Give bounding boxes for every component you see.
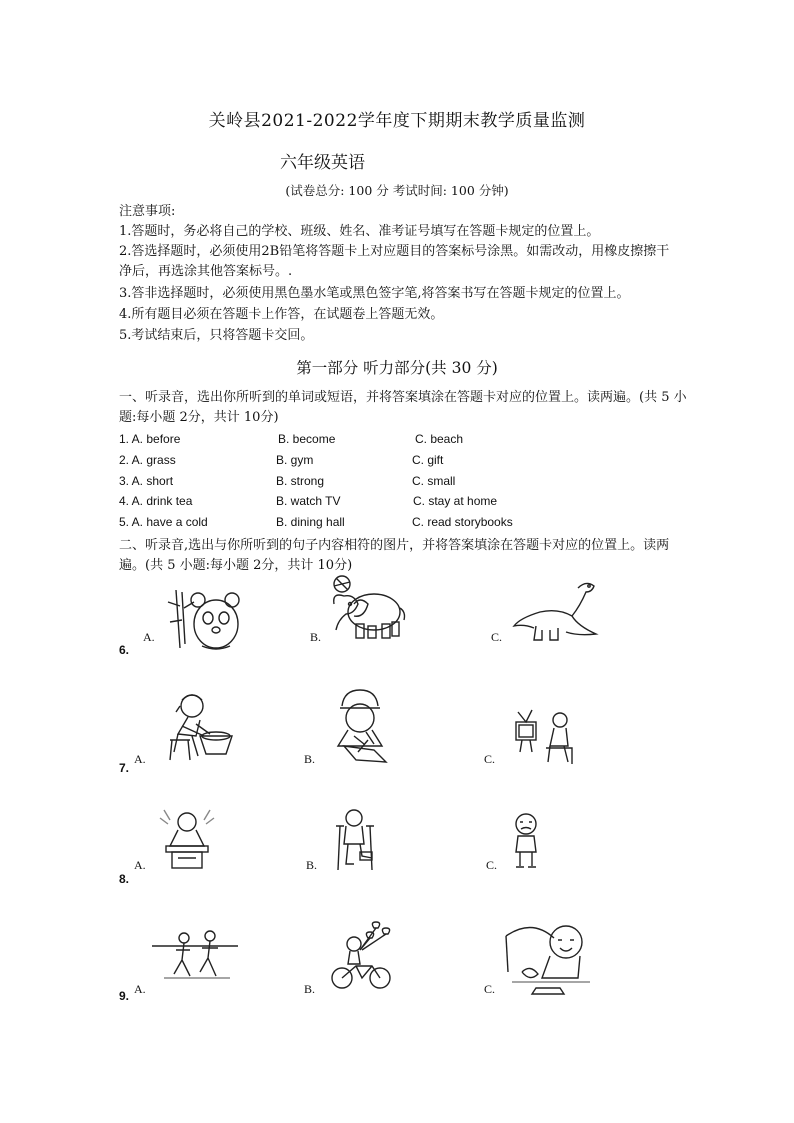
exam-subtitle: 六年级英语 [280, 153, 365, 173]
people-hiking-icon[interactable] [150, 926, 240, 986]
dinosaur-icon[interactable] [506, 576, 602, 642]
section2-instruction: 二、听录音,选出与你所听到的句子内容相符的图片，并将答案填涂在答题卡对应的位置上。读两遍。(共 5 小题:每小题 2分，共计 10分) [119, 538, 670, 573]
note-item: 2.答选择题时，必须使用2B铅笔将答题卡上对应题目的答案标号涂黑。如需改动，用橡皮擦擦干净后，再选涂其他答案标号。. [119, 244, 670, 279]
q7-label-c: C. [484, 752, 496, 766]
q1-option-b: B. become [278, 432, 336, 446]
boy-at-desk-icon[interactable] [156, 808, 218, 870]
q8-label-a: A. [134, 858, 146, 872]
q5-option-a: 5. A. have a cold [119, 515, 208, 529]
girl-washing-clothes-icon[interactable] [152, 690, 234, 764]
q9-label-c: C. [484, 982, 496, 996]
q2-option-b: B. gym [276, 453, 314, 467]
q3-option-a: 3. A. short [119, 474, 174, 488]
q8-number: 8. [119, 872, 130, 886]
elephant-with-ball-icon[interactable] [324, 574, 408, 642]
section1-instruction: 一、听录音，选出你所听到的单词或短语，并将答案填涂在答题卡对应的位置上。读两遍。(共 5 小题:每小题 2分，共计 10分) [119, 390, 687, 425]
exam-info: (试卷总分: 100 分 考试时间: 100 分钟) [285, 183, 509, 198]
boy-on-crutches-icon[interactable] [332, 808, 380, 872]
q4-option-a: 4. A. drink tea [119, 494, 193, 508]
sad-boy-icon[interactable] [506, 812, 546, 870]
girl-watching-tv-icon[interactable] [512, 708, 576, 766]
q6-label-c: C. [491, 630, 503, 644]
q8-label-b: B. [306, 858, 318, 872]
q6-label-a: A. [143, 630, 155, 644]
q9-label-b: B. [304, 982, 316, 996]
girl-writing-icon[interactable] [328, 688, 390, 764]
q8-label-c: C. [486, 858, 498, 872]
note-item: 1.答题时，务必将自己的学校、班级、姓名、准考证号填写在答题卡规定的位置上。 [119, 224, 600, 239]
note-item: 4.所有题目必须在答题卡上作答，在试题卷上答题无效。 [119, 307, 444, 322]
panda-with-bamboo-icon[interactable] [162, 582, 244, 652]
q7-number: 7. [119, 761, 130, 775]
exam-title: 关岭县2021-2022学年度下期期末教学质量监测 [208, 111, 586, 131]
q5-option-b: B. dining hall [276, 515, 345, 529]
q1-option-a: 1. A. before [119, 432, 181, 446]
q1-option-c: C. beach [415, 432, 464, 446]
q6-label-b: B. [310, 630, 322, 644]
q7-label-a: A. [134, 752, 146, 766]
q9-label-a: A. [134, 982, 146, 996]
q2-option-c: C. gift [412, 453, 444, 467]
q4-option-b: B. watch TV [276, 494, 341, 508]
q5-option-c: C. read storybooks [412, 515, 513, 529]
note-item: 3.答非选择题时，必须使用黑色墨水笔或黑色签字笔,将答案书写在答题卡规定的位置上。 [119, 286, 630, 301]
boy-fishing-icon[interactable] [502, 916, 592, 996]
notes-heading: 注意事项: [119, 204, 176, 219]
part-heading: 第一部分 听力部分(共 30 分) [296, 359, 498, 377]
note-item: 5.考试结束后，只将答题卡交回。 [119, 328, 314, 343]
q4-option-c: C. stay at home [413, 494, 498, 508]
girl-riding-bike-icon[interactable] [330, 920, 400, 990]
q6-number: 6. [119, 643, 130, 657]
q3-option-c: C. small [412, 474, 456, 488]
q3-option-b: B. strong [276, 474, 325, 488]
q7-label-b: B. [304, 752, 316, 766]
q2-option-a: 2. A. grass [119, 453, 176, 467]
q9-number: 9. [119, 989, 130, 1003]
